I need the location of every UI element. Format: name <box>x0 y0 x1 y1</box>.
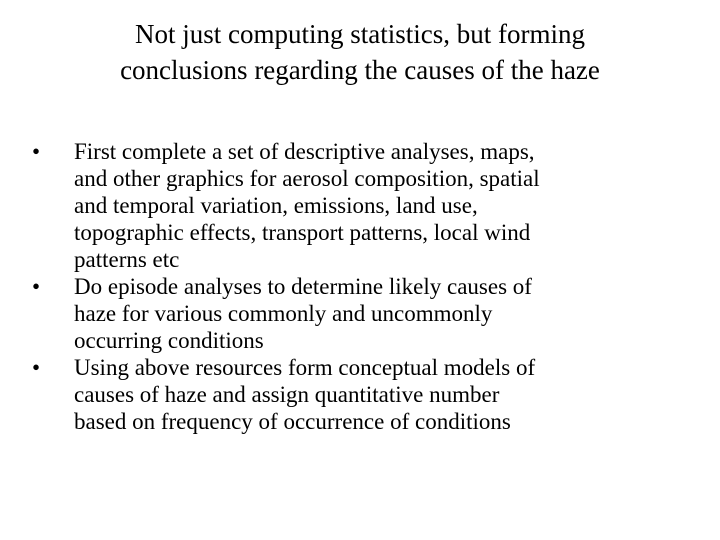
bullet-1-line-5: patterns etc <box>74 247 180 272</box>
bullet-1-line-3: and temporal variation, emissions, land use, <box>74 193 478 218</box>
bullet-3-line-1: Using above resources form conceptual models of <box>74 355 536 380</box>
bullet-1-line-2: and other graphics for aerosol composition, spatial <box>74 166 540 191</box>
bullet-2-line-3: occurring conditions <box>74 328 264 353</box>
bullet-dot-icon: • <box>32 274 41 299</box>
slide-title-line-1: Not just computing statistics, but forming <box>135 19 585 49</box>
bullet-item-episode-analyses <box>30 273 690 354</box>
bullet-item-descriptive-analyses <box>30 138 690 273</box>
bullet-2-line-1: Do episode analyses to determine likely causes of <box>74 274 532 299</box>
bullet-2-line-2: haze for various commonly and uncommonly <box>74 301 493 326</box>
slide-title <box>40 16 680 88</box>
bullet-list <box>30 138 690 435</box>
bullet-1-line-4: topographic effects, transport patterns, local wind <box>74 220 531 245</box>
bullet-3-line-2: causes of haze and assign quantitative number <box>74 382 500 407</box>
bullet-item-conceptual-models <box>30 354 690 435</box>
bullet-3-line-3: based on frequency of occurrence of conditions <box>74 409 511 434</box>
bullet-1-line-1: First complete a set of descriptive analyses, maps, <box>74 139 535 164</box>
slide-title-line-2: conclusions regarding the causes of the haze <box>120 55 600 85</box>
bullet-dot-icon: • <box>32 355 41 380</box>
bullet-dot-icon: • <box>32 139 41 164</box>
